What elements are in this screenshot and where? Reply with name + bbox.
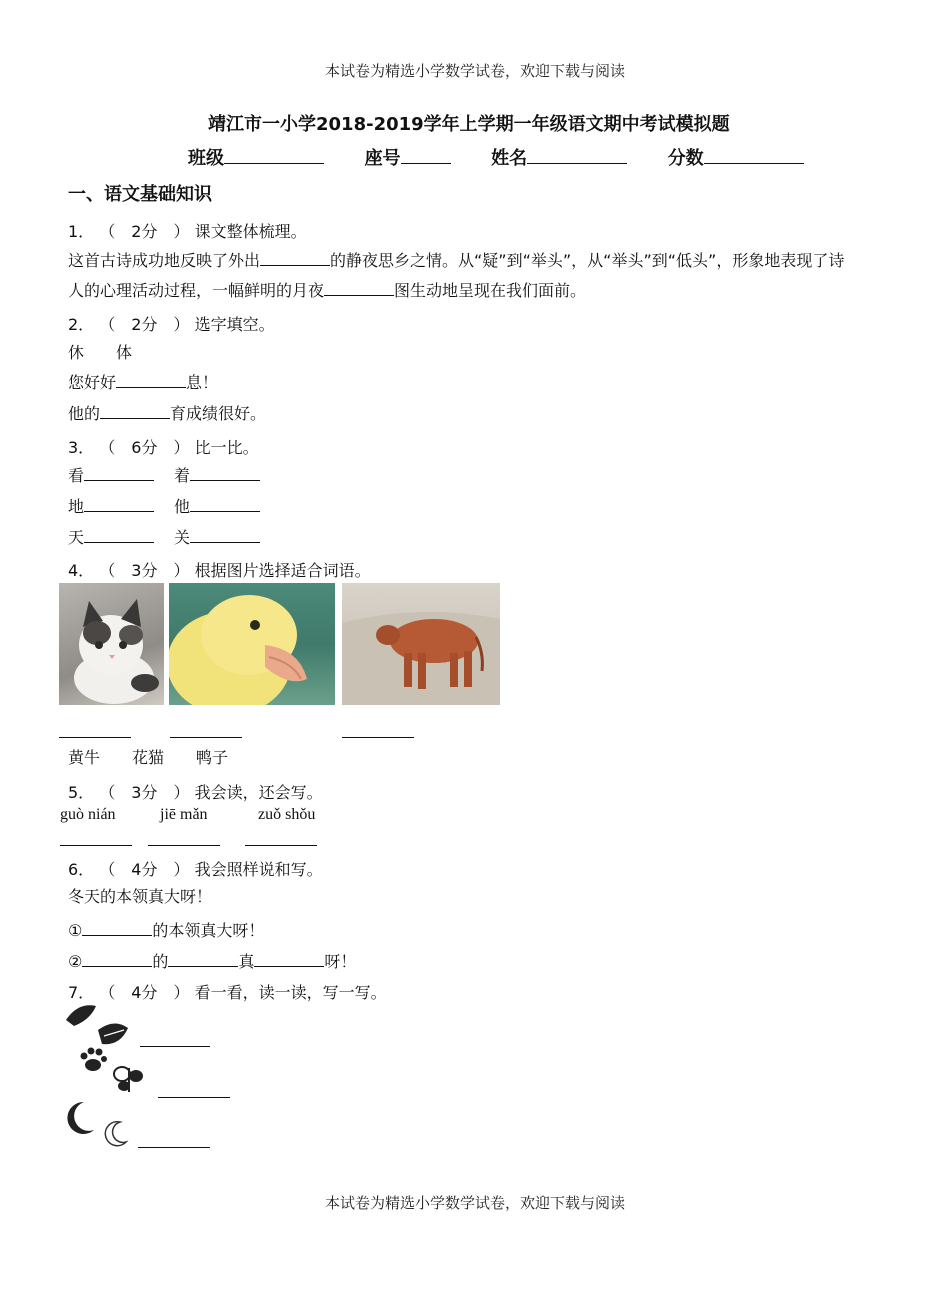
q6-item-1-text: 的本领真大呀！: [152, 921, 265, 940]
q3-row-1: [68, 463, 260, 486]
q5-pinyin-1: guò nián: [60, 806, 116, 823]
q6-item-1: [68, 918, 264, 941]
question-prompt: 根据图片选择适合词语。: [194, 561, 371, 580]
question-prompt: 比一比。: [194, 438, 259, 457]
q4-answer-line-2[interactable]: [170, 737, 242, 738]
question-score: （ 2分 ）: [99, 222, 190, 241]
q3-char: 地: [68, 497, 85, 516]
q6-blank-2[interactable]: [82, 950, 152, 967]
q6-blank-1[interactable]: [82, 919, 152, 936]
q3-char: 看: [68, 466, 85, 485]
q6-item-2-text-c: 呀！: [324, 952, 357, 971]
question-3-header: [68, 435, 259, 458]
q3-blank[interactable]: [84, 526, 154, 543]
q1-text-a: 这首古诗成功地反映了外出: [68, 251, 261, 270]
question-number: 7．: [68, 983, 95, 1002]
q6-item-2-mark: ②: [68, 952, 83, 971]
q2-s1-text-a: 您好好: [68, 373, 117, 392]
q6-item-2-text-a: 的: [152, 952, 169, 971]
paw-print-icon: [78, 1046, 108, 1074]
question-prompt: 我会读，还会写。: [194, 783, 323, 802]
q4-answer-line-1[interactable]: [59, 737, 131, 738]
class-blank[interactable]: [224, 145, 324, 164]
q4-answer-line-3[interactable]: [342, 737, 414, 738]
score-label: 分数: [667, 148, 704, 169]
question-number: 4．: [68, 561, 95, 580]
q3-char: 他: [174, 497, 191, 516]
question-score: （ 3分 ）: [99, 561, 190, 580]
question-prompt: 选字填空。: [194, 315, 275, 334]
q6-item-2: [68, 949, 356, 972]
question-number: 5．: [68, 783, 95, 802]
q7-answer-line-3[interactable]: [138, 1147, 210, 1148]
question-prompt: 看一看，读一读，写一写。: [194, 983, 387, 1002]
q2-blank-1[interactable]: [116, 371, 186, 388]
q3-blank[interactable]: [84, 495, 154, 512]
q1-text-d: 图生动地呈现在我们面前。: [394, 281, 587, 300]
q7-answer-line-2[interactable]: [158, 1097, 230, 1098]
score-blank[interactable]: [704, 145, 804, 164]
q1-text-c: 人的心理活动过程，一幅鲜明的月夜: [68, 281, 325, 300]
kitten-icon: [59, 583, 164, 705]
leaf-icon: [64, 1000, 134, 1050]
q6-example: 冬天的本领真大呀！: [68, 887, 213, 906]
question-1-line-1: [68, 248, 844, 271]
q5-answer-line-2[interactable]: [148, 845, 220, 846]
q3-row-3: [68, 525, 260, 548]
q3-blank[interactable]: [190, 495, 260, 512]
q5-pinyin-2: jiē mǎn: [160, 806, 208, 823]
question-score: （ 4分 ）: [99, 860, 190, 879]
question-prompt: 我会照样说和写。: [194, 860, 323, 879]
q3-blank[interactable]: [84, 464, 154, 481]
q1-blank-1[interactable]: [260, 249, 330, 266]
q3-char: 天: [68, 528, 85, 547]
q3-row-2: [68, 494, 260, 517]
question-5-header: [68, 780, 323, 803]
cow-image: [342, 583, 500, 705]
q4-word-options: 黄牛 花猫 鸭子: [68, 748, 229, 767]
q6-blank-3[interactable]: [168, 950, 238, 967]
moon-icon: [64, 1098, 134, 1148]
footer-note: 本试卷为精选小学数学试卷，欢迎下载与阅读: [324, 1194, 625, 1212]
q6-blank-4[interactable]: [254, 950, 324, 967]
q7-answer-line-1[interactable]: [140, 1046, 210, 1047]
question-score: （ 2分 ）: [99, 315, 190, 334]
kitten-image: [59, 583, 164, 705]
q5-pinyin-3: zuǒ shǒu: [258, 806, 316, 823]
q5-answer-line-3[interactable]: [245, 845, 317, 846]
q3-char: 关: [174, 528, 191, 547]
question-number: 2．: [68, 315, 95, 334]
q2-s2-text-a: 他的: [68, 404, 101, 423]
q3-blank[interactable]: [190, 464, 260, 481]
class-label: 班级: [188, 148, 224, 169]
seat-blank[interactable]: [401, 145, 451, 164]
q2-sentence-2: [68, 401, 266, 424]
question-score: （ 3分 ）: [99, 783, 190, 802]
q2-s2-text-b: 育成绩很好。: [170, 404, 267, 423]
butterfly-icon: [112, 1064, 146, 1094]
q3-blank[interactable]: [190, 526, 260, 543]
section-title: 一、语文基础知识: [68, 184, 212, 205]
name-label: 姓名: [491, 148, 528, 169]
question-1-header: [68, 219, 307, 242]
question-6-header: [68, 857, 323, 880]
seat-label: 座号: [364, 148, 401, 169]
q2-blank-2[interactable]: [100, 402, 170, 419]
q5-answer-line-1[interactable]: [60, 845, 132, 846]
duckling-icon: [169, 583, 335, 705]
question-score: （ 6分 ）: [99, 438, 190, 457]
q2-sentence-1: [68, 370, 218, 393]
q6-item-1-mark: ①: [68, 921, 83, 940]
question-2-header: [68, 312, 275, 335]
question-number: 3．: [68, 438, 95, 457]
question-score: （ 4分 ）: [99, 983, 190, 1002]
q2-s1-text-b: 息！: [186, 373, 219, 392]
student-info-row: [188, 144, 804, 170]
question-number: 6．: [68, 860, 95, 879]
name-blank[interactable]: [527, 145, 627, 164]
cow-icon: [342, 583, 500, 705]
q1-text-b: 的静夜思乡之情。从“疑”到“举头”，从“举头”到“低头”，形象地表现了诗: [330, 251, 845, 270]
q3-char: 着: [174, 466, 191, 485]
duckling-image: [169, 583, 335, 705]
q2-choices: 休 体: [68, 343, 133, 362]
header-note: 本试卷为精选小学数学试卷，欢迎下载与阅读: [324, 62, 625, 80]
q1-blank-2[interactable]: [324, 279, 394, 296]
question-prompt: 课文整体梳理。: [194, 222, 307, 241]
question-1-line-2: [68, 278, 586, 301]
question-number: 1．: [68, 222, 95, 241]
page-title: 靖江市一小学2018-2019学年上学期一年级语文期中考试模拟题: [208, 114, 730, 135]
q6-item-2-text-b: 真: [238, 952, 255, 971]
question-4-header: [68, 558, 371, 581]
